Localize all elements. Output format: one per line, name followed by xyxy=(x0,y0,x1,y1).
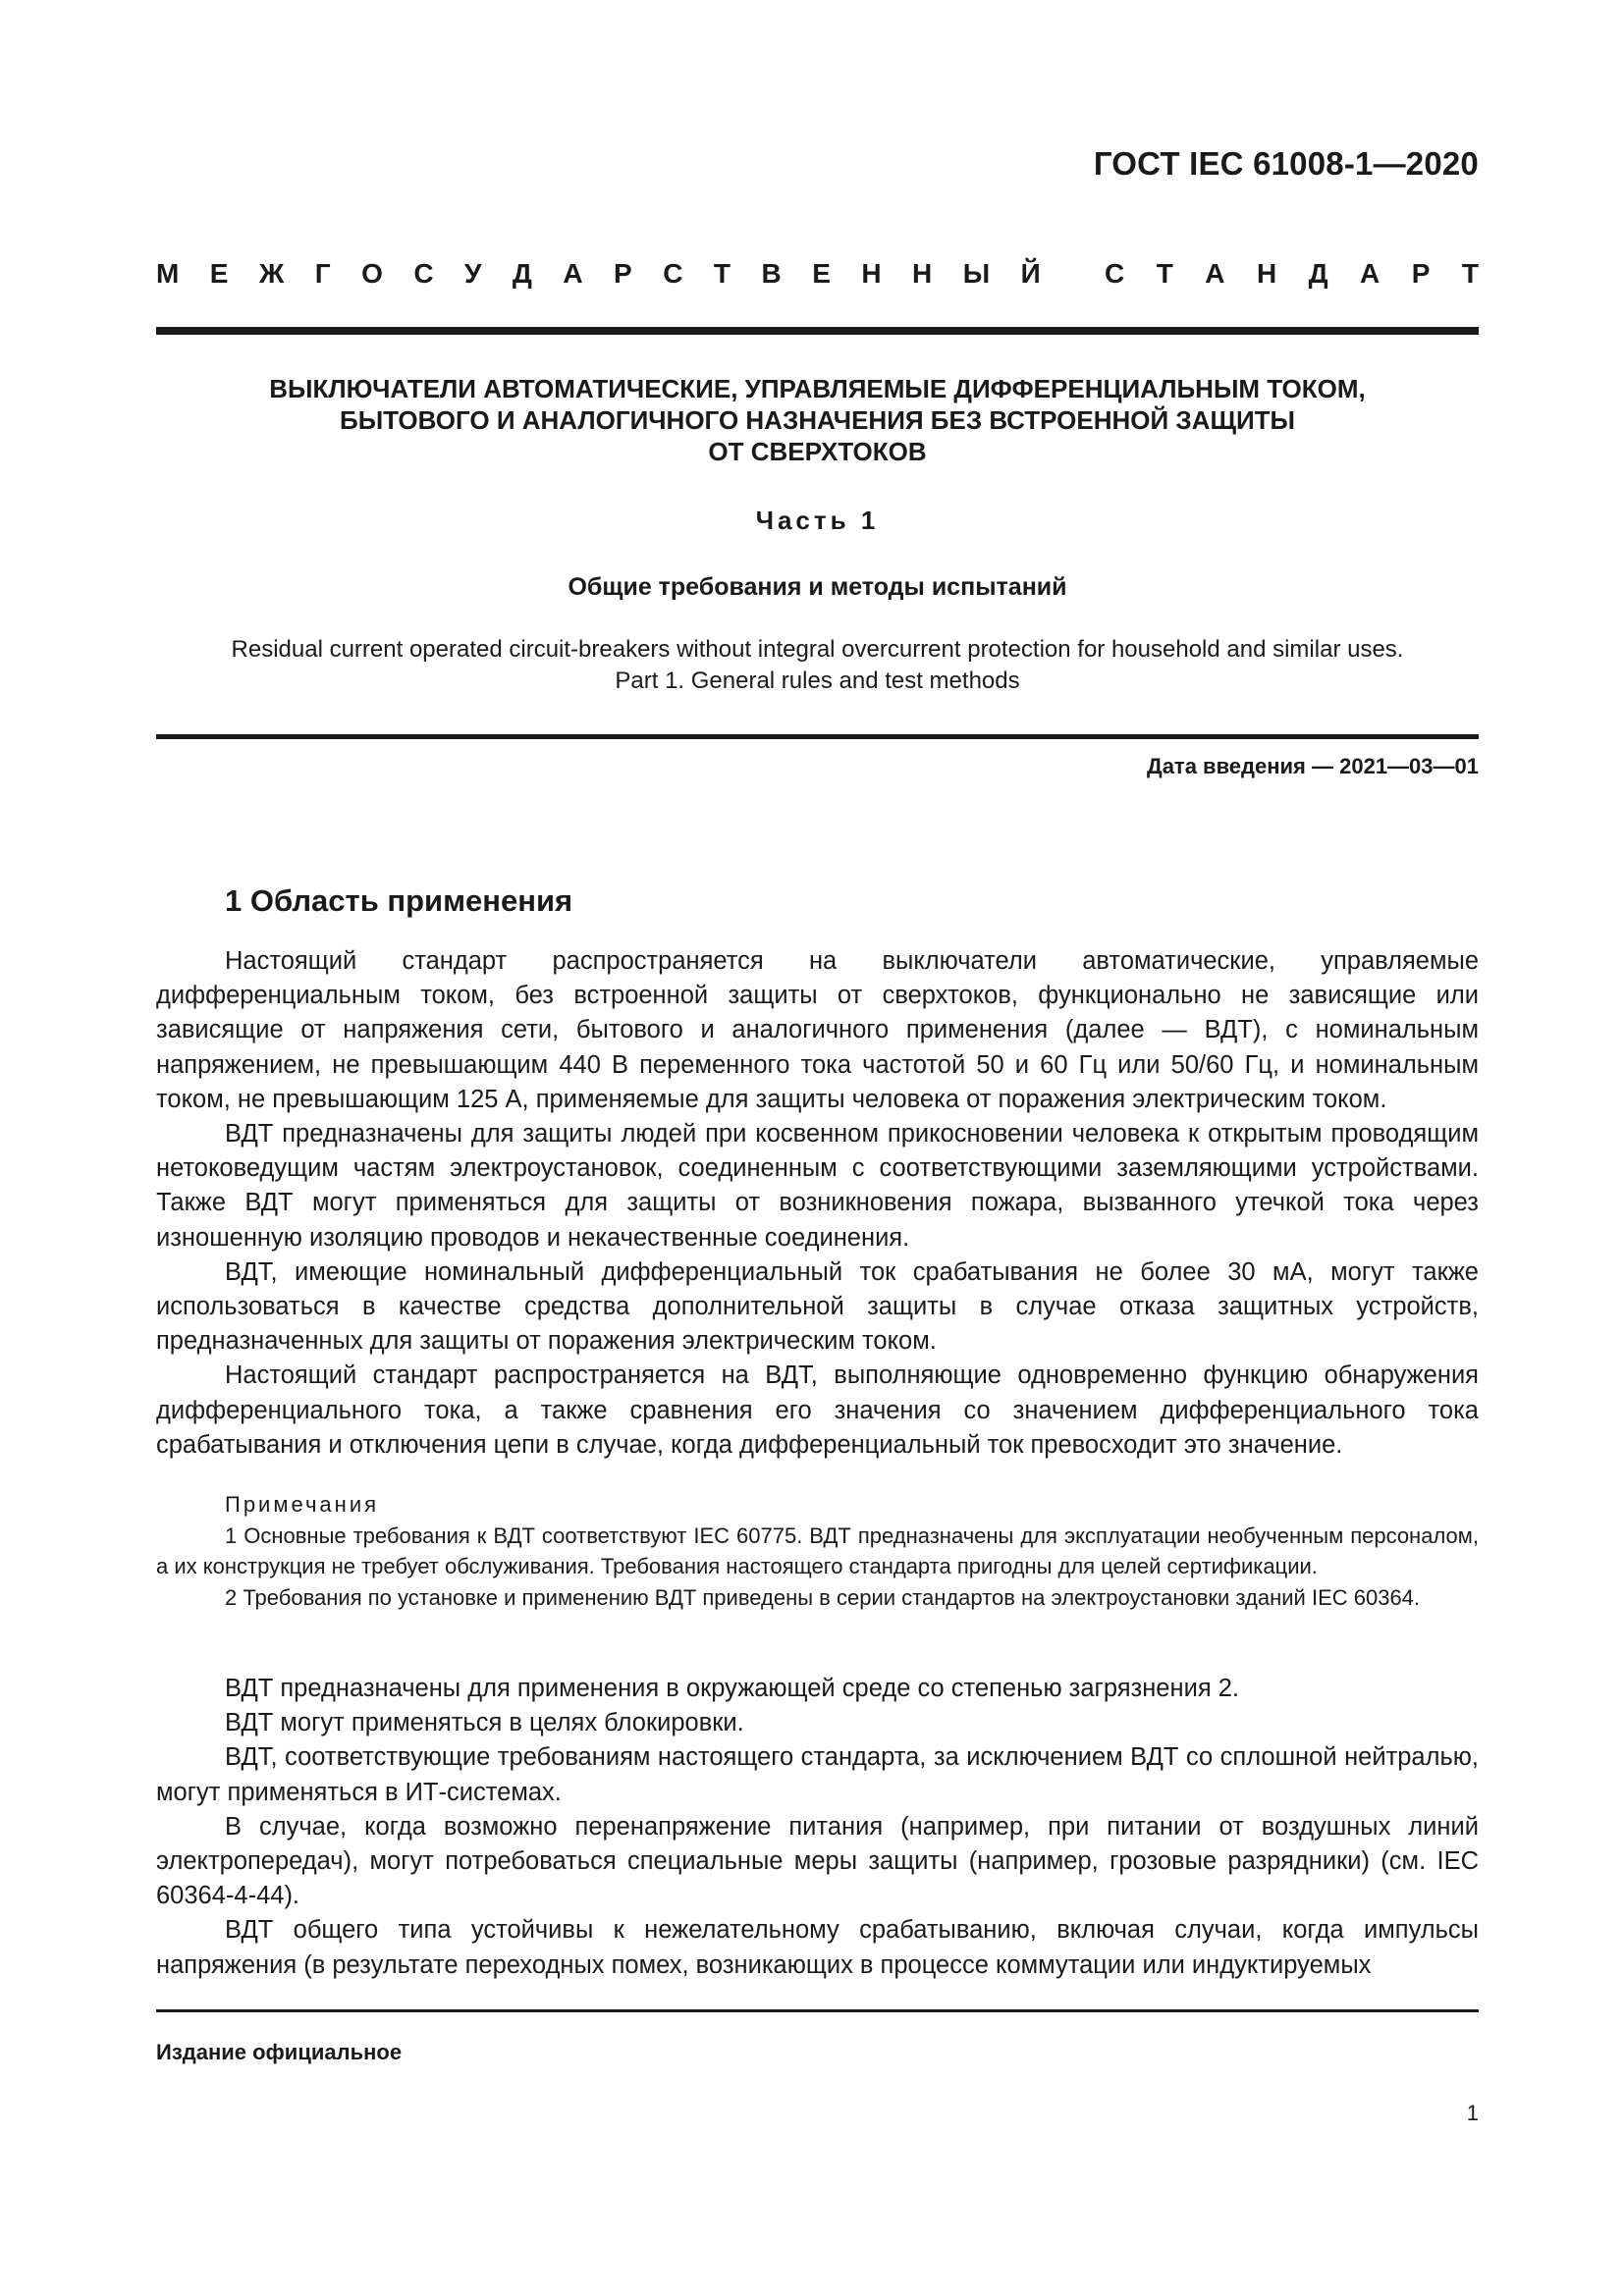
paragraph: ВДТ предназначены для защиты людей при косвенном прикосновении человека к открытым проводящим нетоковедущим частям электроустановок, соединенным с соответствующими заземляющими устройствами. Также ВДТ могут применяться для защиты от возникновения пожара, вызванного утечкой тока через изношенную изоляцию проводов и некачественные соединения. xyxy=(156,1120,1479,1252)
letter: М xyxy=(156,258,180,289)
english-title-line: Residual current operated circuit-breakers without integral overcurrent protection for household and similar uses. xyxy=(231,636,1404,663)
document-page xyxy=(156,0,1479,2296)
footer-divider xyxy=(156,2009,1479,2012)
top-divider xyxy=(156,327,1479,335)
letter: О xyxy=(361,258,383,289)
letter: А xyxy=(1360,258,1380,289)
paragraph: ВДТ могут применяться в целях блокировки. xyxy=(225,1709,744,1737)
note-item: 1 Основные требования к ВДТ соответствуют IEC 60775. ВДТ предназначены для эксплуатации необученным персоналом, а их конструкция не требует обслуживания. Требования настоящего стандарта пригодны для целей сертификации. xyxy=(156,1522,1479,1578)
letter: Н xyxy=(861,258,882,289)
paragraph: В случае, когда возможно перенапряжение питания (например, при питании от воздушных линий электропередач), могут потребоваться специальные меры защиты (например, грозовые разрядники) (см. IEC 60364-4-44). xyxy=(156,1812,1479,1910)
notes-heading: Примечания xyxy=(225,1492,380,1517)
title-line: ОТ СВЕРХТОКОВ xyxy=(708,437,927,466)
page-number: 1 xyxy=(1466,2101,1479,2125)
notes-block xyxy=(156,1489,1479,1613)
letter: У xyxy=(464,258,482,289)
letter: Н xyxy=(1256,258,1277,289)
edition-label: Издание официальное xyxy=(156,2040,403,2064)
letter: Т xyxy=(1461,258,1479,289)
introduction-date: Дата введения — 2021—03—01 xyxy=(1147,754,1479,778)
section-body-before-notes xyxy=(156,944,1479,1463)
paragraph: ВДТ, имеющие номинальный дифференциальный ток срабатывания не более 30 мА, могут также использоваться в качестве средства дополнительной защиты в случае отказа защитных устройств, предназначенных для защиты от поражения электрическим током. xyxy=(156,1257,1479,1356)
standard-type-heading xyxy=(156,258,1479,290)
letter: Е xyxy=(812,258,831,289)
note-item: 2 Требования по установке и применению ВДТ приведены в серии стандартов на электроустановки зданий IEC 60364. xyxy=(225,1584,1421,1610)
title-line: БЫТОВОГО И АНАЛОГИЧНОГО НАЗНАЧЕНИЯ БЕЗ ВСТРОЕННОЙ ЗАЩИТЫ xyxy=(340,405,1295,435)
paragraph: Настоящий стандарт распространяется на выключатели автоматические, управляемые дифференциальным током, без встроенной защиты от сверхтоков, функционально не зависящие или зависящие от напряжения сети, бытового и аналогичного применения (далее — ВДТ), с номинальным напряжением, не превышающим 440 В переменного тока частотой 50 и 60 Гц или 50/60 Гц, и номинальным током, не превышающим 125 А, применяемые для защиты человека от поражения электрическим током. xyxy=(156,947,1479,1113)
english-title-line: Part 1. General rules and test methods xyxy=(615,667,1020,694)
standard-type-word-2 xyxy=(1105,258,1479,290)
letter: Ж xyxy=(258,258,285,289)
letter: Д xyxy=(512,258,532,289)
paragraph: ВДТ, соответствующие требованиям настоящего стандарта, за исключением ВДТ со сплошной нейтралью, могут применяться в ИТ-системах. xyxy=(156,1743,1479,1806)
section-body-after-notes xyxy=(156,1672,1479,1983)
part-label: Часть 1 xyxy=(755,506,880,535)
paragraph: ВДТ общего типа устойчивы к нежелательному срабатыванию, включая случаи, когда импульсы напряжения (в результате переходных помех, возникающих в процессе коммутации или индуктируемых xyxy=(156,1916,1479,1979)
letter: Р xyxy=(1411,258,1431,289)
letter: Т xyxy=(713,258,731,289)
letter: А xyxy=(1205,258,1225,289)
section-heading: 1 Область применения xyxy=(225,883,573,918)
standard-type-word-1 xyxy=(156,258,1041,290)
letter: Т xyxy=(1156,258,1173,289)
letter: В xyxy=(761,258,782,289)
document-title xyxy=(156,373,1479,467)
letter: Ы xyxy=(962,258,991,289)
letter: С xyxy=(413,258,434,289)
title-divider xyxy=(156,734,1479,739)
letter: А xyxy=(563,258,583,289)
title-line: ВЫКЛЮЧАТЕЛИ АВТОМАТИЧЕСКИЕ, УПРАВЛЯЕМЫЕ ДИФФЕРЕНЦИАЛЬНЫМ ТОКОМ, xyxy=(269,374,1366,403)
paragraph: Настоящий стандарт распространяется на ВДТ, выполняющие одновременно функцию обнаружения дифференциального тока, а также сравнения его значения со значением дифференциального тока срабатывания и отключения цепи в случае, когда дифференциальный ток превосходит это значение. xyxy=(156,1362,1479,1459)
document-code: ГОСТ IEC 61008-1—2020 xyxy=(1093,145,1479,182)
letter: Р xyxy=(614,258,632,289)
letter: С xyxy=(663,258,683,289)
letter: Й xyxy=(1020,258,1041,289)
paragraph: ВДТ предназначены для применения в окружающей среде со степенью загрязнения 2. xyxy=(225,1675,1239,1702)
letter: Г xyxy=(314,258,331,289)
letter: Н xyxy=(912,258,933,289)
letter: Е xyxy=(209,258,229,289)
document-subtitle: Общие требования и методы испытаний xyxy=(568,573,1067,601)
letter: Д xyxy=(1308,258,1328,289)
english-title xyxy=(156,634,1479,697)
letter: С xyxy=(1105,258,1125,289)
